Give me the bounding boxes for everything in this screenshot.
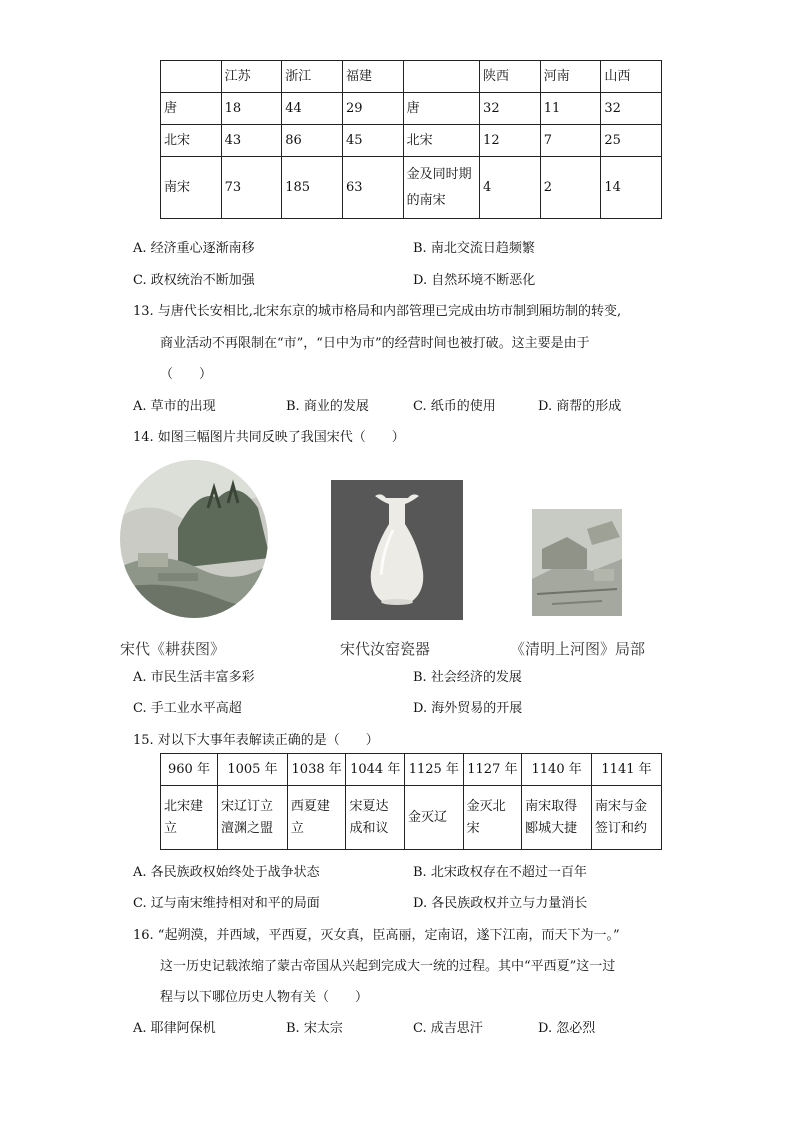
q12-option-a[interactable]: A. 经济重心逐渐南移 — [133, 241, 255, 256]
table-cell: 江苏 — [221, 61, 282, 93]
q16-stem-line3: 程与以下哪位历史人物有关（ ） — [160, 990, 369, 1005]
qingming-painting-image — [532, 509, 622, 616]
table-cell: 北宋建立 — [161, 786, 218, 850]
caption-gengguo: 宋代《耕获图》 — [120, 640, 226, 658]
table-cell: 12 — [480, 125, 541, 157]
q13-stem-line3: （ ） — [160, 367, 213, 382]
table-cell: 29 — [342, 93, 403, 125]
q13-stem-line2: 商业活动不再限制在“市”，“日中为市”的经营时间也被打破。这主要是由于 — [160, 336, 590, 351]
table-cell: 185 — [282, 157, 343, 219]
q16-option-a[interactable]: A. 耶律阿保机 — [133, 1021, 216, 1036]
table-cell — [161, 61, 222, 93]
table-row — [161, 157, 662, 219]
q16-option-b[interactable]: B. 宋太宗 — [286, 1021, 343, 1036]
q14-option-d[interactable]: D. 海外贸易的开展 — [413, 701, 523, 716]
table-cell: 63 — [342, 157, 403, 219]
q13-stem-line1: 13. 与唐代长安相比,北宋东京的城市格局和内部管理已完成由坊市制到厢坊制的转变, — [133, 304, 622, 319]
table-cell: 1127 年 — [463, 754, 522, 786]
table-cell: 唐 — [403, 93, 479, 125]
gengguo-painting-image — [118, 458, 270, 620]
q15-option-c[interactable]: C. 辽与南宋维持相对和平的局面 — [133, 896, 320, 911]
q16-option-c[interactable]: C. 成吉思汗 — [413, 1021, 483, 1036]
q13-option-a[interactable]: A. 草市的出现 — [133, 399, 216, 414]
table-cell: 南宋 — [161, 157, 222, 219]
table-cell: 宋夏达成和议 — [346, 786, 405, 850]
q16-stem-line1: 16. “起朔漠，并西域，平西夏，灭女真，臣高丽，定南诏，遂下江南，而天下为一。” — [133, 928, 620, 943]
table-cell: 11 — [540, 93, 601, 125]
table-cell — [403, 61, 479, 93]
table-cell: 4 — [480, 157, 541, 219]
q13-option-d[interactable]: D. 商帮的形成 — [538, 399, 622, 414]
q15-option-d[interactable]: D. 各民族政权并立与力量消长 — [413, 896, 588, 911]
q16-stem-line2: 这一历史记载浓缩了蒙古帝国从兴起到完成大一统的过程。其中“平西夏”这一过 — [160, 959, 616, 974]
ru-kiln-vase-image — [331, 480, 463, 620]
q12-option-b[interactable]: B. 南北交流日趋频繁 — [413, 241, 535, 256]
table-cell: 43 — [221, 125, 282, 157]
q14-option-a[interactable]: A. 市民生活丰富多彩 — [133, 670, 255, 685]
table-cell: 32 — [480, 93, 541, 125]
events-timeline-table — [160, 753, 662, 850]
table-cell: 14 — [601, 157, 662, 219]
table-header-row — [161, 61, 662, 93]
table-cell: 960 年 — [161, 754, 218, 786]
table-cell: 32 — [601, 93, 662, 125]
table-cell: 南宋与金签订和约 — [592, 786, 662, 850]
table-cell: 45 — [342, 125, 403, 157]
q15-option-a[interactable]: A. 各民族政权始终处于战争状态 — [133, 865, 320, 880]
table-cell: 86 — [282, 125, 343, 157]
table-cell: 陕西 — [480, 61, 541, 93]
q12-option-c[interactable]: C. 政权统治不断加强 — [133, 273, 255, 288]
table-cell: 西夏建立 — [287, 786, 346, 850]
table-cell: 18 — [221, 93, 282, 125]
table-cell: 唐 — [161, 93, 222, 125]
table-cell: 山西 — [601, 61, 662, 93]
q14-option-c[interactable]: C. 手工业水平高超 — [133, 701, 242, 716]
table-cell: 宋辽订立澶渊之盟 — [217, 786, 287, 850]
table-cell: 2 — [540, 157, 601, 219]
caption-ru-kiln: 宋代汝窑瓷器 — [340, 640, 431, 658]
table-header-row — [161, 754, 662, 786]
table-cell: 25 — [601, 125, 662, 157]
q14-option-b[interactable]: B. 社会经济的发展 — [413, 670, 522, 685]
q13-option-c[interactable]: C. 纸币的使用 — [413, 399, 496, 414]
table-cell: 金灭辽 — [405, 786, 464, 850]
table-row — [161, 786, 662, 850]
table-cell: 1141 年 — [592, 754, 662, 786]
table-cell: 1044 年 — [346, 754, 405, 786]
table-cell: 金及同时期的南宋 — [403, 157, 479, 219]
table-cell: 金灭北宋 — [463, 786, 522, 850]
table-row — [161, 125, 662, 157]
q15-stem: 15. 对以下大事年表解读正确的是（ ） — [133, 733, 379, 748]
table-cell: 福建 — [342, 61, 403, 93]
table-cell: 1140 年 — [522, 754, 592, 786]
table-cell: 北宋 — [403, 125, 479, 157]
table-cell: 44 — [282, 93, 343, 125]
table-cell: 1125 年 — [405, 754, 464, 786]
q13-option-b[interactable]: B. 商业的发展 — [286, 399, 369, 414]
table-cell: 浙江 — [282, 61, 343, 93]
q14-stem: 14. 如图三幅图片共同反映了我国宋代（ ） — [133, 430, 405, 445]
population-table — [160, 60, 662, 219]
table-cell: 7 — [540, 125, 601, 157]
table-row — [161, 93, 662, 125]
table-cell: 河南 — [540, 61, 601, 93]
table-cell: 1038 年 — [287, 754, 346, 786]
q12-option-d[interactable]: D. 自然环境不断恶化 — [413, 273, 536, 288]
q16-option-d[interactable]: D. 忽必烈 — [538, 1021, 596, 1036]
table-cell: 南宋取得郾城大捷 — [522, 786, 592, 850]
q15-option-b[interactable]: B. 北宋政权存在不超过一百年 — [413, 865, 587, 880]
table-cell: 北宋 — [161, 125, 222, 157]
caption-qingming: 《清明上河图》局部 — [510, 640, 646, 658]
table-cell: 1005 年 — [217, 754, 287, 786]
table-cell: 73 — [221, 157, 282, 219]
